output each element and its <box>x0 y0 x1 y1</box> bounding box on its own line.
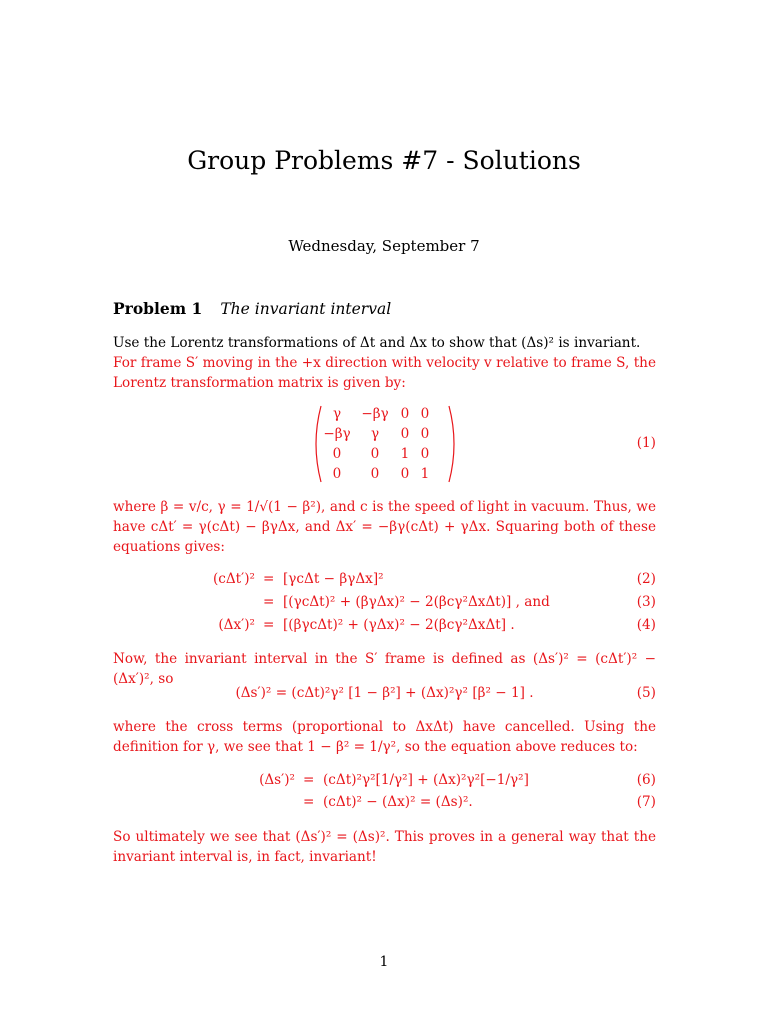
invariant-definition: Now, the invariant interval in the S′ frame is defined as (Δs′)² = (cΔt′)² − (Δx′)², so <box>113 651 656 687</box>
equation-relation: = <box>263 617 275 633</box>
equation-lhs: (Δx′)² <box>218 617 255 633</box>
matrix-cell: 0 <box>400 426 410 442</box>
matrix-cell: 0 <box>420 426 430 442</box>
equation-relation: = <box>263 594 275 610</box>
matrix-cell: 0 <box>420 446 430 462</box>
matrix-cell: γ <box>332 406 342 422</box>
matrix-cell: 0 <box>420 406 430 422</box>
cross-terms-paragraph: where the cross terms (proportional to ΔxΔt) have cancelled. Using the definition for γ, we see that 1 − β² = 1/γ², so the equation above reduces to: <box>113 719 656 755</box>
matrix-cell: 1 <box>400 446 410 462</box>
equation-2 <box>113 569 656 589</box>
equation-number: (3) <box>636 594 656 610</box>
equation-7 <box>113 792 656 812</box>
matrix-cell: 0 <box>332 466 342 482</box>
equation-relation: = <box>303 772 315 788</box>
solution-after-matrix: where β = v/c, γ = 1/√(1 − β²), and c is the speed of light in vacuum. Thus, we have cΔt′ = γ(cΔt) − βγΔx, and Δx′ = −βγ(cΔt) + γΔx. Squaring both of these equations gives: <box>113 499 656 555</box>
problem-prompt: Use the Lorentz transformations of Δt and Δx to show that (Δs)² is invariant. <box>113 335 641 351</box>
equation-number: (6) <box>636 772 656 788</box>
problem-heading <box>113 298 391 320</box>
equation-6 <box>113 770 656 790</box>
matrix-cell: 1 <box>420 466 430 482</box>
matrix-cell: γ <box>370 426 380 442</box>
equation-4 <box>113 615 656 635</box>
equation-number: (1) <box>636 435 656 451</box>
equation-rhs: [γcΔt − βγΔx]² <box>283 571 384 587</box>
equation-rhs: (cΔt)²γ²[1/γ²] + (Δx)²γ²[−1/γ²] <box>323 772 529 788</box>
matrix-cell: −βγ <box>361 406 389 422</box>
equation-number: (5) <box>636 685 656 701</box>
problem-name: The invariant interval <box>220 300 392 318</box>
document-date: Wednesday, September 7 <box>288 237 480 255</box>
equation-number: (4) <box>636 617 656 633</box>
equation-rhs: (cΔt)² − (Δx)² = (Δs)². <box>323 794 473 810</box>
conclusion-paragraph: So ultimately we see that (Δs′)² = (Δs)². This proves in a general way that the invariant interval is, in fact, invariant! <box>113 829 656 865</box>
equation-lhs: (cΔt′)² <box>212 571 255 587</box>
equation-relation: = <box>263 571 275 587</box>
solution-intro: For frame S′ moving in the +x direction with velocity v relative to frame S, the Lorentz transformation matrix is given by: <box>113 355 656 391</box>
equation-5 <box>113 683 656 703</box>
matrix-cell: 0 <box>370 466 380 482</box>
equation-number: (7) <box>636 794 656 810</box>
matrix-cell: 0 <box>400 466 410 482</box>
equation-body: (Δs′)² = (cΔt)²γ² [1 − β²] + (Δx)²γ² [β² − 1] . <box>235 685 534 701</box>
matrix-cell: 0 <box>332 446 342 462</box>
equation-number: (2) <box>636 571 656 587</box>
page-number: 1 <box>379 954 389 970</box>
equation-rhs: [(βγcΔt)² + (γΔx)² − 2(βcγ²ΔxΔt] . <box>283 617 515 633</box>
equation-1 <box>113 433 656 453</box>
equation-3 <box>113 592 656 612</box>
equation-relation: = <box>303 794 315 810</box>
equation-lhs: (Δs′)² <box>259 772 295 788</box>
equation-rhs: [(γcΔt)² + (βγΔx)² − 2(βcγ²ΔxΔt)] , and <box>283 594 550 610</box>
matrix-cell: 0 <box>370 446 380 462</box>
document-title: Group Problems #7 - Solutions <box>187 146 581 175</box>
matrix-cell: −βγ <box>323 426 351 442</box>
matrix-cell: 0 <box>400 406 410 422</box>
problem-number: Problem 1 <box>113 299 203 318</box>
